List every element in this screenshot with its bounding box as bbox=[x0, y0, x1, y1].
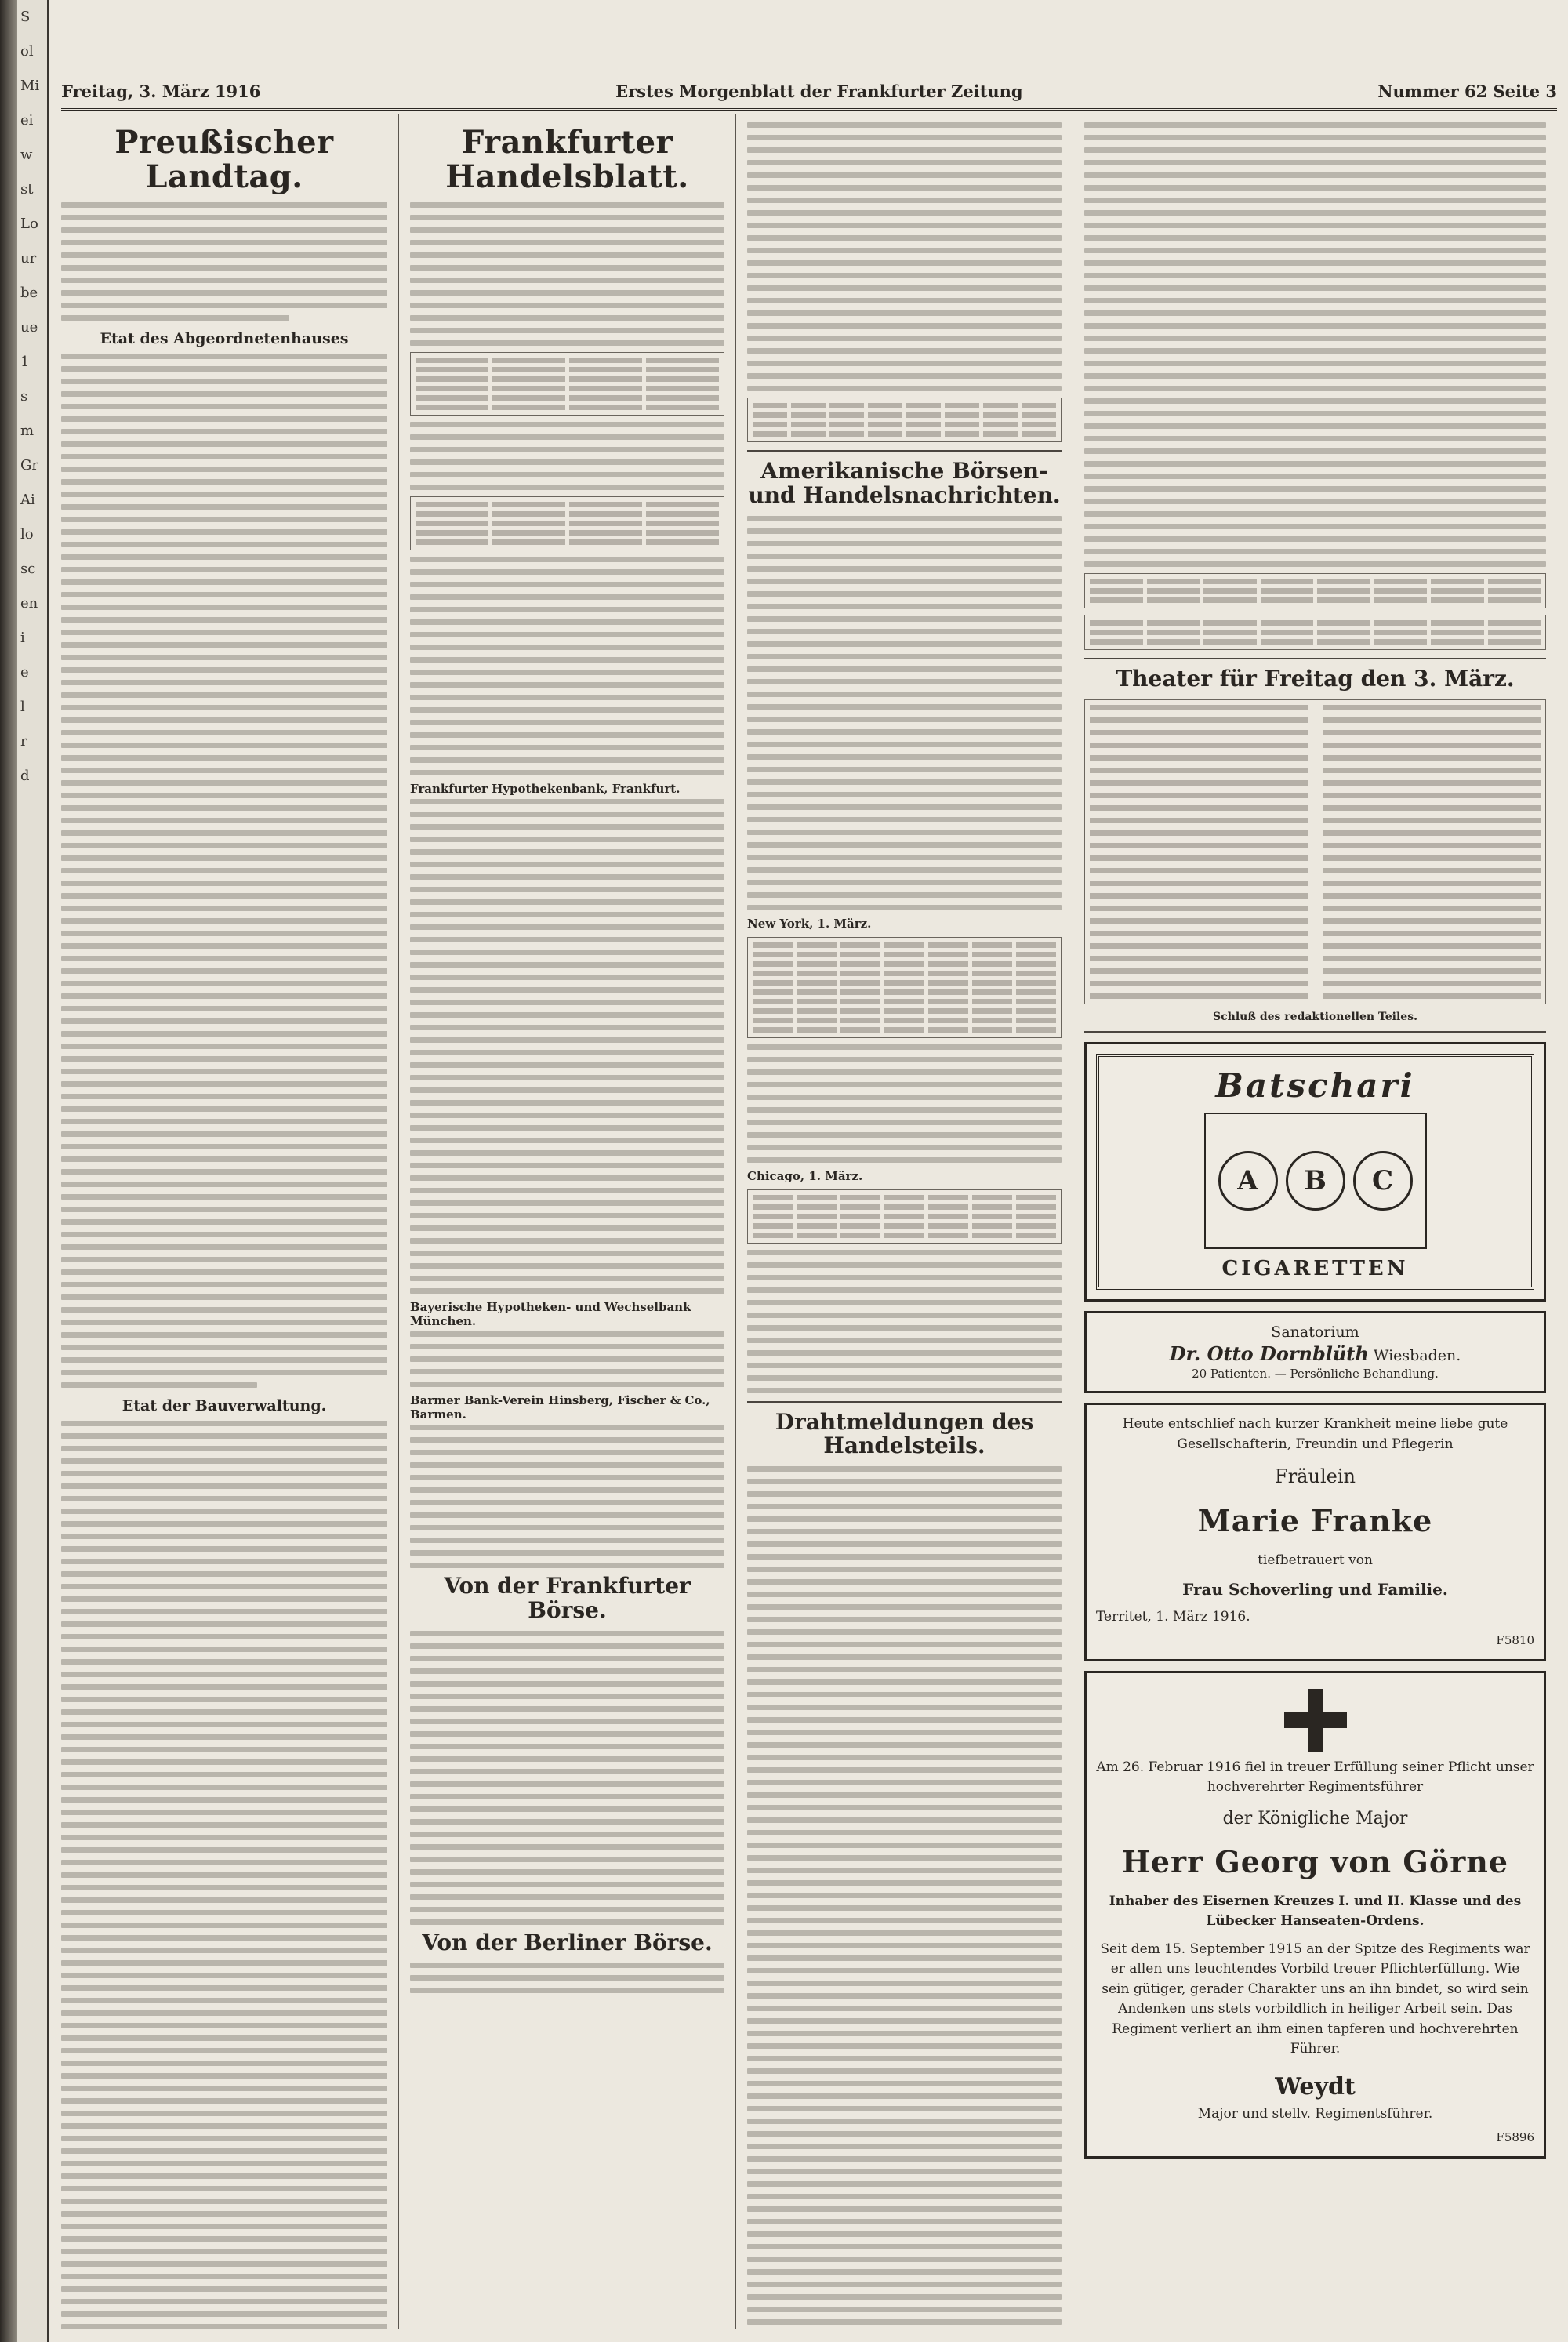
new-york-market-table bbox=[747, 937, 1062, 1038]
subheading-barmer: Barmer Bank-Verein Hinsberg, Fischer & Co., Barmen. bbox=[410, 1393, 710, 1422]
column-1 bbox=[61, 114, 398, 2329]
goerne-signature-title: Major und stellv. Regimentsführer. bbox=[1197, 2105, 1433, 2122]
chicago-market-table bbox=[747, 1189, 1062, 1244]
cigarette-pack-illustration bbox=[1204, 1113, 1427, 1249]
sanatorium-ad bbox=[1084, 1311, 1546, 1393]
article-text bbox=[410, 202, 724, 346]
article-text bbox=[61, 354, 387, 1388]
obituary-code: F5810 bbox=[1496, 1633, 1534, 1648]
obituary-family: Frau Schoverling und Familie. bbox=[1182, 1579, 1448, 1599]
subheading-bauverwaltung: Etat der Bauverwaltung. bbox=[122, 1397, 327, 1414]
column-3 bbox=[735, 114, 1073, 2329]
theater-listings bbox=[1084, 699, 1546, 1004]
article-text bbox=[410, 1963, 724, 1993]
article-text bbox=[747, 1466, 1062, 2329]
issue-date: Freitag, 3. März 1916 bbox=[61, 82, 261, 101]
article-text bbox=[410, 1331, 724, 1387]
obituary-intro: Heute entschlief nach kurzer Krankheit meine liebe gute Gesellschafterin, Freundin und Pflegerin bbox=[1122, 1416, 1508, 1452]
sanatorium-label: Sanatorium bbox=[1271, 1323, 1359, 1341]
page-columns bbox=[61, 114, 1557, 2329]
cotton-market-table bbox=[1084, 573, 1546, 608]
heading-handelsblatt: Frankfurter Handelsblatt. bbox=[445, 124, 689, 195]
article-text bbox=[410, 557, 724, 775]
exchange-rate-table bbox=[747, 398, 1062, 442]
batschari-brand: Batschari bbox=[1215, 1066, 1415, 1105]
subheading-chicago: Chicago, 1. März. bbox=[747, 1168, 863, 1183]
heading-berliner-boerse: Von der Berliner Börse. bbox=[422, 1929, 713, 1955]
subheading-bayerische: Bayerische Hypotheken- und Wechselbank München. bbox=[410, 1300, 691, 1328]
previous-page-edge: S ol Mi ei w st Lo ur be ue 1 s m Gr Ai lo sc en i e l r d bbox=[17, 0, 49, 2342]
newspaper-page bbox=[17, 0, 1568, 2342]
page-binding-shadow bbox=[0, 0, 17, 2342]
running-head bbox=[61, 82, 1557, 111]
iron-cross-icon bbox=[1284, 1689, 1347, 1752]
metal-market-table bbox=[1084, 615, 1546, 650]
logo-letter-b: B bbox=[1286, 1151, 1345, 1211]
bond-table bbox=[410, 352, 724, 416]
sanatorium-details: 20 Patienten. — Persönliche Behandlung. bbox=[1192, 1366, 1439, 1381]
page-number: Nummer 62 Seite 3 bbox=[1377, 82, 1557, 101]
article-text bbox=[410, 1425, 724, 1568]
sanatorium-city: Wiesbaden. bbox=[1373, 1347, 1461, 1365]
obituary-mourn: tiefbetrauert von bbox=[1258, 1552, 1373, 1569]
heading-landtag: Preußischer Landtag. bbox=[114, 124, 334, 195]
batschari-cigarette-ad bbox=[1084, 1042, 1546, 1302]
article-text bbox=[747, 1250, 1062, 1393]
logo-letter-a: A bbox=[1218, 1151, 1278, 1211]
article-text bbox=[61, 1421, 387, 2329]
obituary-place-date: Territet, 1. März 1916. bbox=[1096, 1608, 1250, 1625]
obituary-georg-von-goerne bbox=[1084, 1671, 1546, 2159]
bond-table bbox=[410, 496, 724, 550]
goerne-signature: Weydt bbox=[1275, 2072, 1356, 2101]
column-4 bbox=[1073, 114, 1557, 2329]
heading-drahtmeldungen: Drahtmeldungen des Handelsteils. bbox=[775, 1408, 1034, 1459]
subheading-abgeordnetenhaus: Etat des Abgeordnetenhauses bbox=[100, 330, 349, 347]
goerne-code: F5896 bbox=[1496, 2130, 1534, 2145]
article-text bbox=[747, 516, 1062, 910]
batschari-footer: CIGARETTEN bbox=[1221, 1256, 1409, 1280]
article-text bbox=[61, 202, 387, 321]
sanatorium-name: Dr. Otto Dornblüth bbox=[1169, 1342, 1369, 1366]
article-text bbox=[410, 1631, 724, 1925]
editorial-end-note: Schluß des redaktionellen Teiles. bbox=[1213, 1010, 1417, 1023]
heading-frankfurter-boerse: Von der Frankfurter Börse. bbox=[444, 1573, 691, 1623]
goerne-text: Seit dem 15. September 1915 an der Spitze des Regiments war er allen uns leuchtendes Vorbild treuer Pflichterfüllung. Wie sein gütiger, gerader Charakter uns an ihn bindet, so wird sein Andenken uns stets vorbildlich in heiliger Arbeit sein. Das Regiment verliert an ihm einen tapferen und hochverehrten Führer. bbox=[1100, 1941, 1530, 2057]
paper-title: Erstes Morgenblatt der Frankfurter Zeitung bbox=[615, 82, 1023, 101]
goerne-rank: der Königliche Major bbox=[1222, 1808, 1408, 1828]
obituary-title: Fräulein bbox=[1275, 1465, 1356, 1488]
heading-theater: Theater für Freitag den 3. März. bbox=[1116, 666, 1515, 692]
obituary-name: Marie Franke bbox=[1197, 1503, 1433, 1539]
article-text bbox=[410, 799, 724, 1294]
subheading-hypothekenbank: Frankfurter Hypothekenbank, Frankfurt. bbox=[410, 782, 681, 796]
column-2 bbox=[398, 114, 735, 2329]
goerne-name: Herr Georg von Görne bbox=[1121, 1843, 1509, 1879]
article-text bbox=[747, 122, 1062, 391]
obituary-marie-franke bbox=[1084, 1403, 1546, 1661]
batschari-ad-frame bbox=[1096, 1054, 1534, 1290]
heading-amerikanische: Amerikanische Börsen- und Handelsnachrichten. bbox=[748, 458, 1061, 508]
goerne-honours: Inhaber des Eisernen Kreuzes I. und II. Klasse und des Lübecker Hanseaten-Ordens. bbox=[1109, 1893, 1522, 1930]
article-text bbox=[747, 1044, 1062, 1163]
logo-letter-c: C bbox=[1353, 1151, 1413, 1211]
article-text bbox=[1084, 122, 1546, 567]
subheading-new-york: New York, 1. März. bbox=[747, 916, 872, 931]
goerne-intro: Am 26. Februar 1916 fiel in treuer Erfüllung seiner Pflicht unser hochverehrter Regimentsführer bbox=[1096, 1759, 1534, 1796]
article-text bbox=[410, 422, 724, 490]
